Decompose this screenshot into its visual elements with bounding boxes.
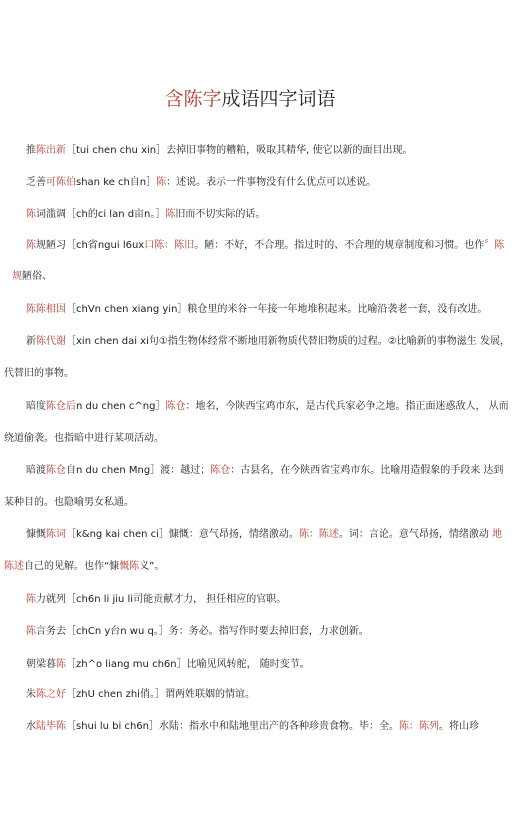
highlight-text: 陈仓后 xyxy=(46,401,76,412)
highlight-text: 陈出新 xyxy=(36,145,66,156)
highlight-text: 陈 xyxy=(156,177,167,188)
body-text: ［zhU chen zhi俏。］谓两姓联姻的情谊。 xyxy=(66,689,255,700)
highlight-text: 陈 xyxy=(26,626,36,637)
body-text: ［tui chen chu xin］去掉旧事物的糟粕，吸取其精华, 使它以新的面目出现。 xyxy=(66,145,413,156)
highlight-text: 地 xyxy=(492,529,503,540)
idiom-entry-line xyxy=(26,402,526,412)
idiom-entry-line xyxy=(26,337,526,347)
highlight-text: 陈 xyxy=(26,240,36,251)
body-text: 水 xyxy=(26,721,36,732)
idiom-entry-line xyxy=(26,595,526,605)
highlight-text: 规 xyxy=(12,271,22,282)
highlight-text: 陈词 xyxy=(46,529,66,540)
highlight-text: 口陈：陈旧 xyxy=(144,240,195,251)
highlight-text: 陈 xyxy=(56,659,66,670)
idiom-entry-line xyxy=(26,241,526,251)
body-text: ［chVn chen xiang yin］粮仓里的米谷一年接一年地堆积起来。比喻沿袭老一套，没有改进。 xyxy=(66,304,488,315)
highlight-text: 陈仓 xyxy=(210,465,231,476)
body-text: 旧而不切实际的话。 xyxy=(175,209,266,220)
body-text: ：述说。表示一件事物没有什么优点可以述说。 xyxy=(166,177,377,188)
highlight-text: 陈述 xyxy=(4,561,24,572)
highlight-text: 陈：陈述 xyxy=(298,529,339,540)
body-text: ：地名，今陕西宝鸡市东，是古代兵家必争之地。指正面迷惑敌人， 从而 xyxy=(185,401,509,412)
highlight-text: 陆毕陈 xyxy=(36,721,66,732)
body-text: 慷慨 xyxy=(26,529,46,540)
highlight-text: 陈仓 xyxy=(46,465,66,476)
body-text: ：古县名，在今陕西省宝鸡市东。比喻用造假象的手段来 达到 xyxy=(230,465,504,476)
idiom-entry-line xyxy=(26,530,526,540)
body-text: 言务去［chCn y台n wu q。］务：务必。指写作时要去掉旧套，力求创新。 xyxy=(36,626,369,637)
idiom-entry-line xyxy=(4,434,504,444)
highlight-text: 陈代谢 xyxy=(36,336,66,347)
body-text: 某种目的。也隐喻男女私通。 xyxy=(4,497,134,508)
body-text: shan ke ch自n］ xyxy=(76,177,157,188)
body-text: 乏善 xyxy=(26,177,46,188)
highlight-text: 可陈伯 xyxy=(46,177,76,188)
body-text: 暗度 xyxy=(26,401,46,412)
body-text: 规陋习［ch省ngui l6ux xyxy=(36,240,145,251)
idiom-entry-line xyxy=(26,627,526,637)
highlight-text: 陈：陈列 xyxy=(398,721,439,732)
title-rest: 成语四字词语 xyxy=(221,88,336,110)
highlight-text: 〞陈 xyxy=(484,240,505,251)
body-text: ［shui lu bi ch6n］水陆：指水中和陆地里出产的各种珍贵食物。毕：全。 xyxy=(66,721,399,732)
idiom-entry-line xyxy=(4,562,504,572)
body-text: 力就列［ch6n li jiu li司能贡献才力， 担任相应的官职。 xyxy=(36,594,287,605)
body-text: 陋俗、 xyxy=(22,271,52,282)
highlight-text: 陈之好 xyxy=(36,689,66,700)
body-text: 代替旧的事物。 xyxy=(4,368,74,379)
idiom-entry-line xyxy=(26,178,526,188)
idiom-entry-line xyxy=(4,369,504,379)
highlight-text: 陈 xyxy=(26,209,36,220)
idiom-entry-line xyxy=(26,466,526,476)
body-text: 推 xyxy=(26,145,36,156)
body-text: 绕道偷袭。也指暗中进行某项活动。 xyxy=(4,433,164,444)
body-text: 。陋：不好，不合理。指过时的、不合理的规章制度和习惯。也作 xyxy=(194,240,485,251)
body-text: ［xin chen dai xi句①指生物体经常不断地用新物质代替旧物质的过程。②比喻新的事物滋生 发展， xyxy=(66,336,510,347)
title-highlight: 含陈字 xyxy=(164,88,222,110)
idiom-entry-line xyxy=(26,660,526,670)
body-text: 朝梁暮 xyxy=(26,659,56,670)
document-title xyxy=(0,84,500,111)
body-text: 。将山珍 xyxy=(438,721,479,732)
idiom-entry-line xyxy=(4,498,504,508)
body-text: 自己的见解。也作“慷 xyxy=(24,561,120,572)
body-text: ［k&ng kai chen ci］慷慨：意气昂扬，情绪激动。 xyxy=(66,529,299,540)
idiom-entry-line xyxy=(26,210,526,220)
idiom-entry-line xyxy=(26,690,526,700)
highlight-text: 陈 xyxy=(26,594,36,605)
body-text: 词滥调［ch的ci lan d亩n。］ xyxy=(36,209,166,220)
body-text: 自n du chen Mng］渡：越过； xyxy=(66,465,211,476)
idiom-entry-line xyxy=(26,722,526,732)
body-text: n du chen c^ng］ xyxy=(76,401,166,412)
idiom-entry-line xyxy=(26,146,526,156)
body-text: 新 xyxy=(26,336,36,347)
body-text: 。词：言论。意气昂扬，情绪激动 xyxy=(338,529,493,540)
highlight-text: 慨陈 xyxy=(119,561,140,572)
idiom-entry-line xyxy=(12,272,512,282)
body-text: 朱 xyxy=(26,689,36,700)
highlight-text: 陈陈相因 xyxy=(26,304,66,315)
body-text: 暗渡 xyxy=(26,465,46,476)
highlight-text: 陈 xyxy=(165,209,176,220)
idiom-entry-line xyxy=(26,305,526,315)
body-text: 义”。 xyxy=(139,561,165,572)
body-text: ［zh^o liang mu ch6n］比喻见风转舵， 随时变节。 xyxy=(66,659,310,670)
highlight-text: 陈仓 xyxy=(165,401,186,412)
